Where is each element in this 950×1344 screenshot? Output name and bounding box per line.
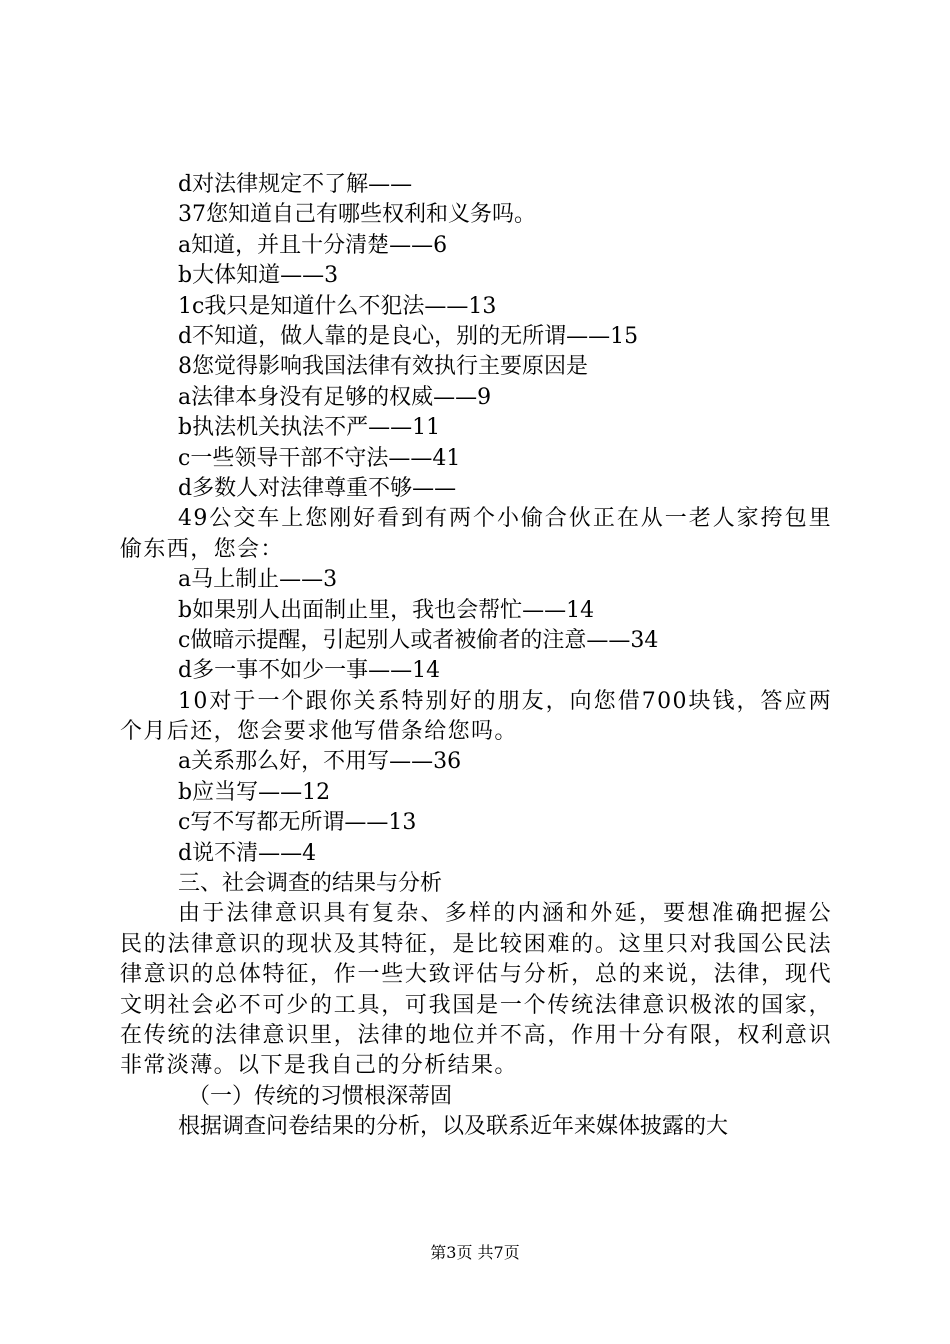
question-10-option: d说不清——4	[178, 840, 317, 866]
text-line: a知道，并且十分清楚——6	[178, 232, 448, 258]
text-line: 1c我只是知道什么不犯法——13	[178, 293, 497, 319]
text-line: 37您知道自己有哪些权利和义务吗。	[178, 202, 536, 228]
question-9-option: a马上制止——3	[178, 567, 338, 593]
subsection-heading: （一）传统的习惯根深蒂固	[188, 1083, 453, 1109]
question-9-option: b如果别人出面制止里，我也会帮忙——14	[178, 597, 595, 623]
document-body	[120, 170, 832, 1143]
page-footer: 第3页 共7页	[430, 1243, 520, 1262]
question-10-option: c写不写都无所谓——13	[178, 810, 417, 836]
question-9-option: d多一事不如少一事——14	[178, 658, 441, 684]
text-line: d多数人对法律尊重不够——	[178, 475, 457, 501]
section-heading: 三、社会调查的结果与分析	[178, 871, 443, 897]
question-9: 49公交车上您刚好看到有两个小偷合伙正在从一老人家挎包里偷东西，您会：	[120, 506, 832, 562]
text-line: c一些领导干部不守法——41	[178, 445, 461, 471]
text-line: b执法机关执法不严——11	[178, 415, 441, 441]
text-line: a法律本身没有足够的权威——9	[178, 384, 492, 410]
question-10: 10对于一个跟你关系特别好的朋友，向您借700块钱，答应两个月后还，您会要求他写借条给您吗。	[120, 688, 832, 745]
text-line: b大体知道——3	[178, 263, 339, 289]
question-10-option: a关系那么好，不用写——36	[178, 749, 462, 775]
text-line: d对法律规定不了解——	[178, 172, 413, 197]
question-10-option: b应当写——12	[178, 779, 331, 805]
analysis-paragraph: 由于法律意识具有复杂、多样的内涵和外延，要想准确把握公民的法律意识的现状及其特征，是比较困难的。这里只对我国公民法律意识的总体特征，作一些大致评估与分析，总的来说，法律，现代文明社会必不可少的工具，可我国是一个传统法律意识极浓的国家，在传统的法律意识里，法律的地位并不高，作用十分有限，权利意识非常淡薄。以下是我自己的分析结果。	[120, 901, 832, 1079]
text-line: 8您觉得影响我国法律有效执行主要原因是	[178, 354, 588, 380]
text-line: 根据调查问卷结果的分析，以及联系近年来媒体披露的大	[178, 1114, 729, 1140]
question-9-option: c做暗示提醒，引起别人或者被偷者的注意——34	[178, 627, 659, 653]
text-line: d不知道，做人靠的是良心，别的无所谓——15	[178, 323, 639, 349]
